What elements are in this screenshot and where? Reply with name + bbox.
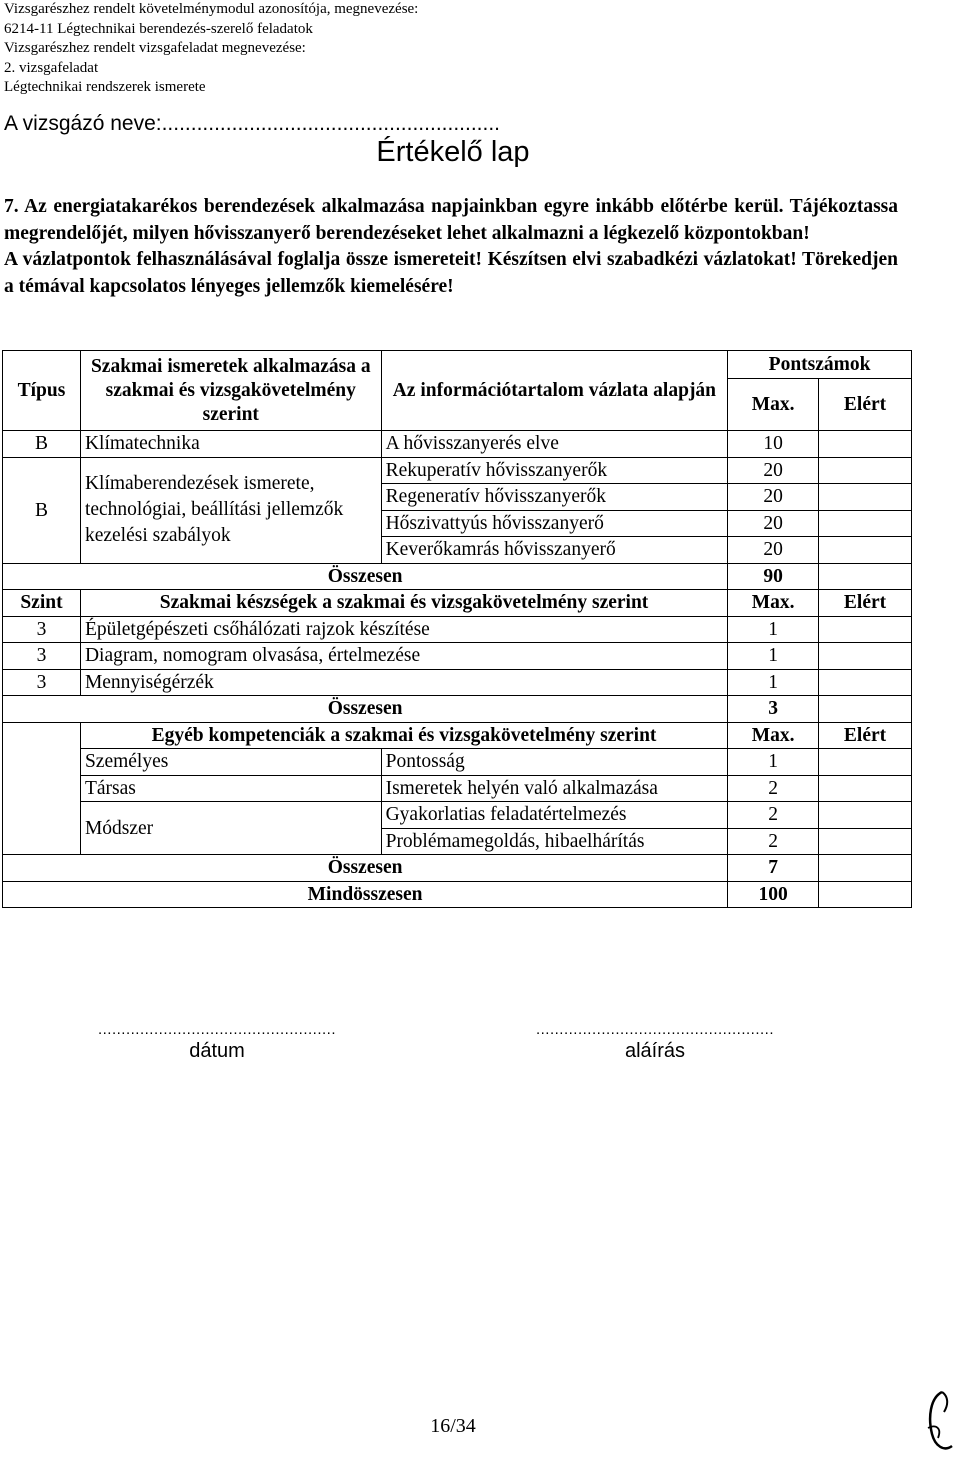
logo-icon [922, 1388, 956, 1460]
candidate-name-field: A vizsgázó neve:.......................................................... [4, 112, 500, 135]
section-header-row [3, 722, 912, 749]
score-cell[interactable] [819, 643, 912, 670]
grand-total-label: Mindösszesen [3, 881, 728, 908]
max-cell: 20 [728, 537, 819, 564]
type-cell: B [3, 457, 81, 563]
header-line: Vizsgarészhez rendelt vizsgafeladat megnevezése: [4, 40, 306, 56]
level-cell: 3 [3, 643, 81, 670]
max-cell: 2 [728, 775, 819, 802]
header-line: Légtechnikai rendszerek ismerete [4, 79, 206, 95]
header-info: Az információtartalom vázlata alapján [381, 351, 728, 431]
header-knowledge: Szakmai ismeretek alkalmazása a szakmai és vizsgakövetelmény szerint [80, 351, 381, 431]
empty-cell [3, 722, 81, 855]
level-header: Szint [3, 590, 81, 617]
item-cell: Ismeretek helyén való alkalmazása [381, 775, 728, 802]
level-cell: 3 [3, 616, 81, 643]
score-cell[interactable] [819, 431, 912, 458]
subtotal-row [3, 855, 912, 882]
max-cell: 20 [728, 510, 819, 537]
score-cell[interactable] [819, 828, 912, 855]
header-got: Elért [819, 379, 912, 431]
table-row [3, 775, 912, 802]
item-cell: Pontosság [381, 749, 728, 776]
item-cell: Épületgépészeti csőhálózati rajzok készítése [80, 616, 727, 643]
subtotal-max: 90 [728, 563, 819, 590]
header-got: Elért [819, 722, 912, 749]
type-cell: B [3, 431, 81, 458]
category-cell: Személyes [80, 749, 381, 776]
item-cell: Problémamegoldás, hibaelhárítás [381, 828, 728, 855]
task-paragraph: A vázlatpontok felhasználásával foglalja össze ismereteit! Készítsen elvi szabadkézi vázlatokat! Törekedjen a témával kapcsolatos lényeges jellemzők kiemelésére! [4, 249, 898, 297]
header-points: Pontszámok [728, 351, 912, 379]
max-cell: 2 [728, 802, 819, 829]
subtotal-max: 7 [728, 855, 819, 882]
score-cell[interactable] [819, 457, 912, 484]
header-max: Max. [728, 722, 819, 749]
item-cell: Diagram, nomogram olvasása, értelmezése [80, 643, 727, 670]
max-cell: 1 [728, 749, 819, 776]
table-row [3, 643, 912, 670]
table-row [3, 669, 912, 696]
level-cell: 3 [3, 669, 81, 696]
table-row [3, 431, 912, 458]
page-title: Értékelő lap [376, 136, 530, 168]
grand-total-row [3, 881, 912, 908]
score-cell[interactable] [819, 669, 912, 696]
score-cell[interactable] [819, 510, 912, 537]
subtotal-label: Összesen [3, 696, 728, 723]
item-cell: Keverőkamrás hővisszanyerő [381, 537, 728, 564]
score-cell[interactable] [819, 775, 912, 802]
score-cell[interactable] [819, 749, 912, 776]
table-header-row [3, 351, 912, 379]
item-cell: Gyakorlatias feladatértelmezés [381, 802, 728, 829]
header-type: Típus [3, 351, 81, 431]
score-cell[interactable] [819, 484, 912, 511]
score-cell[interactable] [819, 537, 912, 564]
max-cell: 10 [728, 431, 819, 458]
item-cell: A hővisszanyerés elve [381, 431, 728, 458]
signature-line: ................................................... [535, 1021, 775, 1038]
score-cell[interactable] [819, 802, 912, 829]
subtotal-row [3, 563, 912, 590]
date-label: dátum [189, 1040, 245, 1062]
document-header [4, 0, 418, 98]
subtotal-row [3, 696, 912, 723]
task-description [4, 194, 898, 300]
score-cell[interactable] [819, 563, 912, 590]
max-cell: 1 [728, 616, 819, 643]
page-number: 16/34 [430, 1415, 476, 1437]
signature-block [520, 1021, 790, 1063]
table-row [3, 802, 912, 829]
score-cell[interactable] [819, 696, 912, 723]
subtotal-label: Összesen [3, 855, 728, 882]
table-row [3, 616, 912, 643]
subtotal-label: Összesen [3, 563, 728, 590]
subtotal-max: 3 [728, 696, 819, 723]
item-cell: Rekuperatív hővisszanyerők [381, 457, 728, 484]
item-cell: Regeneratív hővisszanyerők [381, 484, 728, 511]
score-cell[interactable] [819, 616, 912, 643]
header-max: Max. [728, 590, 819, 617]
grand-total-max: 100 [728, 881, 819, 908]
item-cell: Mennyiségérzék [80, 669, 727, 696]
header-max: Max. [728, 379, 819, 431]
task-paragraph: 7. Az energiatakarékos berendezések alkalmazása napjainkban egyre inkább előtérbe kerül. Tájékoztassa megrendelőjét, milyen hővisszanyerő berendezéseket lehet alkalmazni a légkezelő központokban! [4, 196, 898, 244]
max-cell: 20 [728, 484, 819, 511]
header-line: 6214-11 Légtechnikai berendezés-szerelő feladatok [4, 20, 313, 37]
table-row [3, 749, 912, 776]
topic-cell: Klímatechnika [80, 431, 381, 458]
table-row [3, 457, 912, 484]
date-signature-block [82, 1021, 352, 1063]
max-cell: 2 [728, 828, 819, 855]
header-got: Elért [819, 590, 912, 617]
evaluation-table [2, 350, 912, 908]
section-header: Egyéb kompetenciák a szakmai és vizsgakövetelmény szerint [80, 722, 727, 749]
category-cell: Módszer [80, 802, 381, 855]
score-cell[interactable] [819, 881, 912, 908]
item-cell: Hőszivattyús hővisszanyerő [381, 510, 728, 537]
score-cell[interactable] [819, 855, 912, 882]
date-line: ................................................... [97, 1021, 337, 1038]
topic-cell: Klímaberendezések ismerete, technológiai, beállítási jellemzők kezelési szabályok [80, 457, 381, 563]
section-header: Szakmai készségek a szakmai és vizsgakövetelmény szerint [80, 590, 727, 617]
category-cell: Társas [80, 775, 381, 802]
max-cell: 1 [728, 669, 819, 696]
header-line: 2. vizsgafeladat [4, 59, 99, 76]
header-line: Vizsgarészhez rendelt követelménymodul azonosítója, megnevezése: [4, 1, 419, 17]
max-cell: 1 [728, 643, 819, 670]
signature-label: aláírás [624, 1040, 686, 1062]
max-cell: 20 [728, 457, 819, 484]
section-header-row [3, 590, 912, 617]
